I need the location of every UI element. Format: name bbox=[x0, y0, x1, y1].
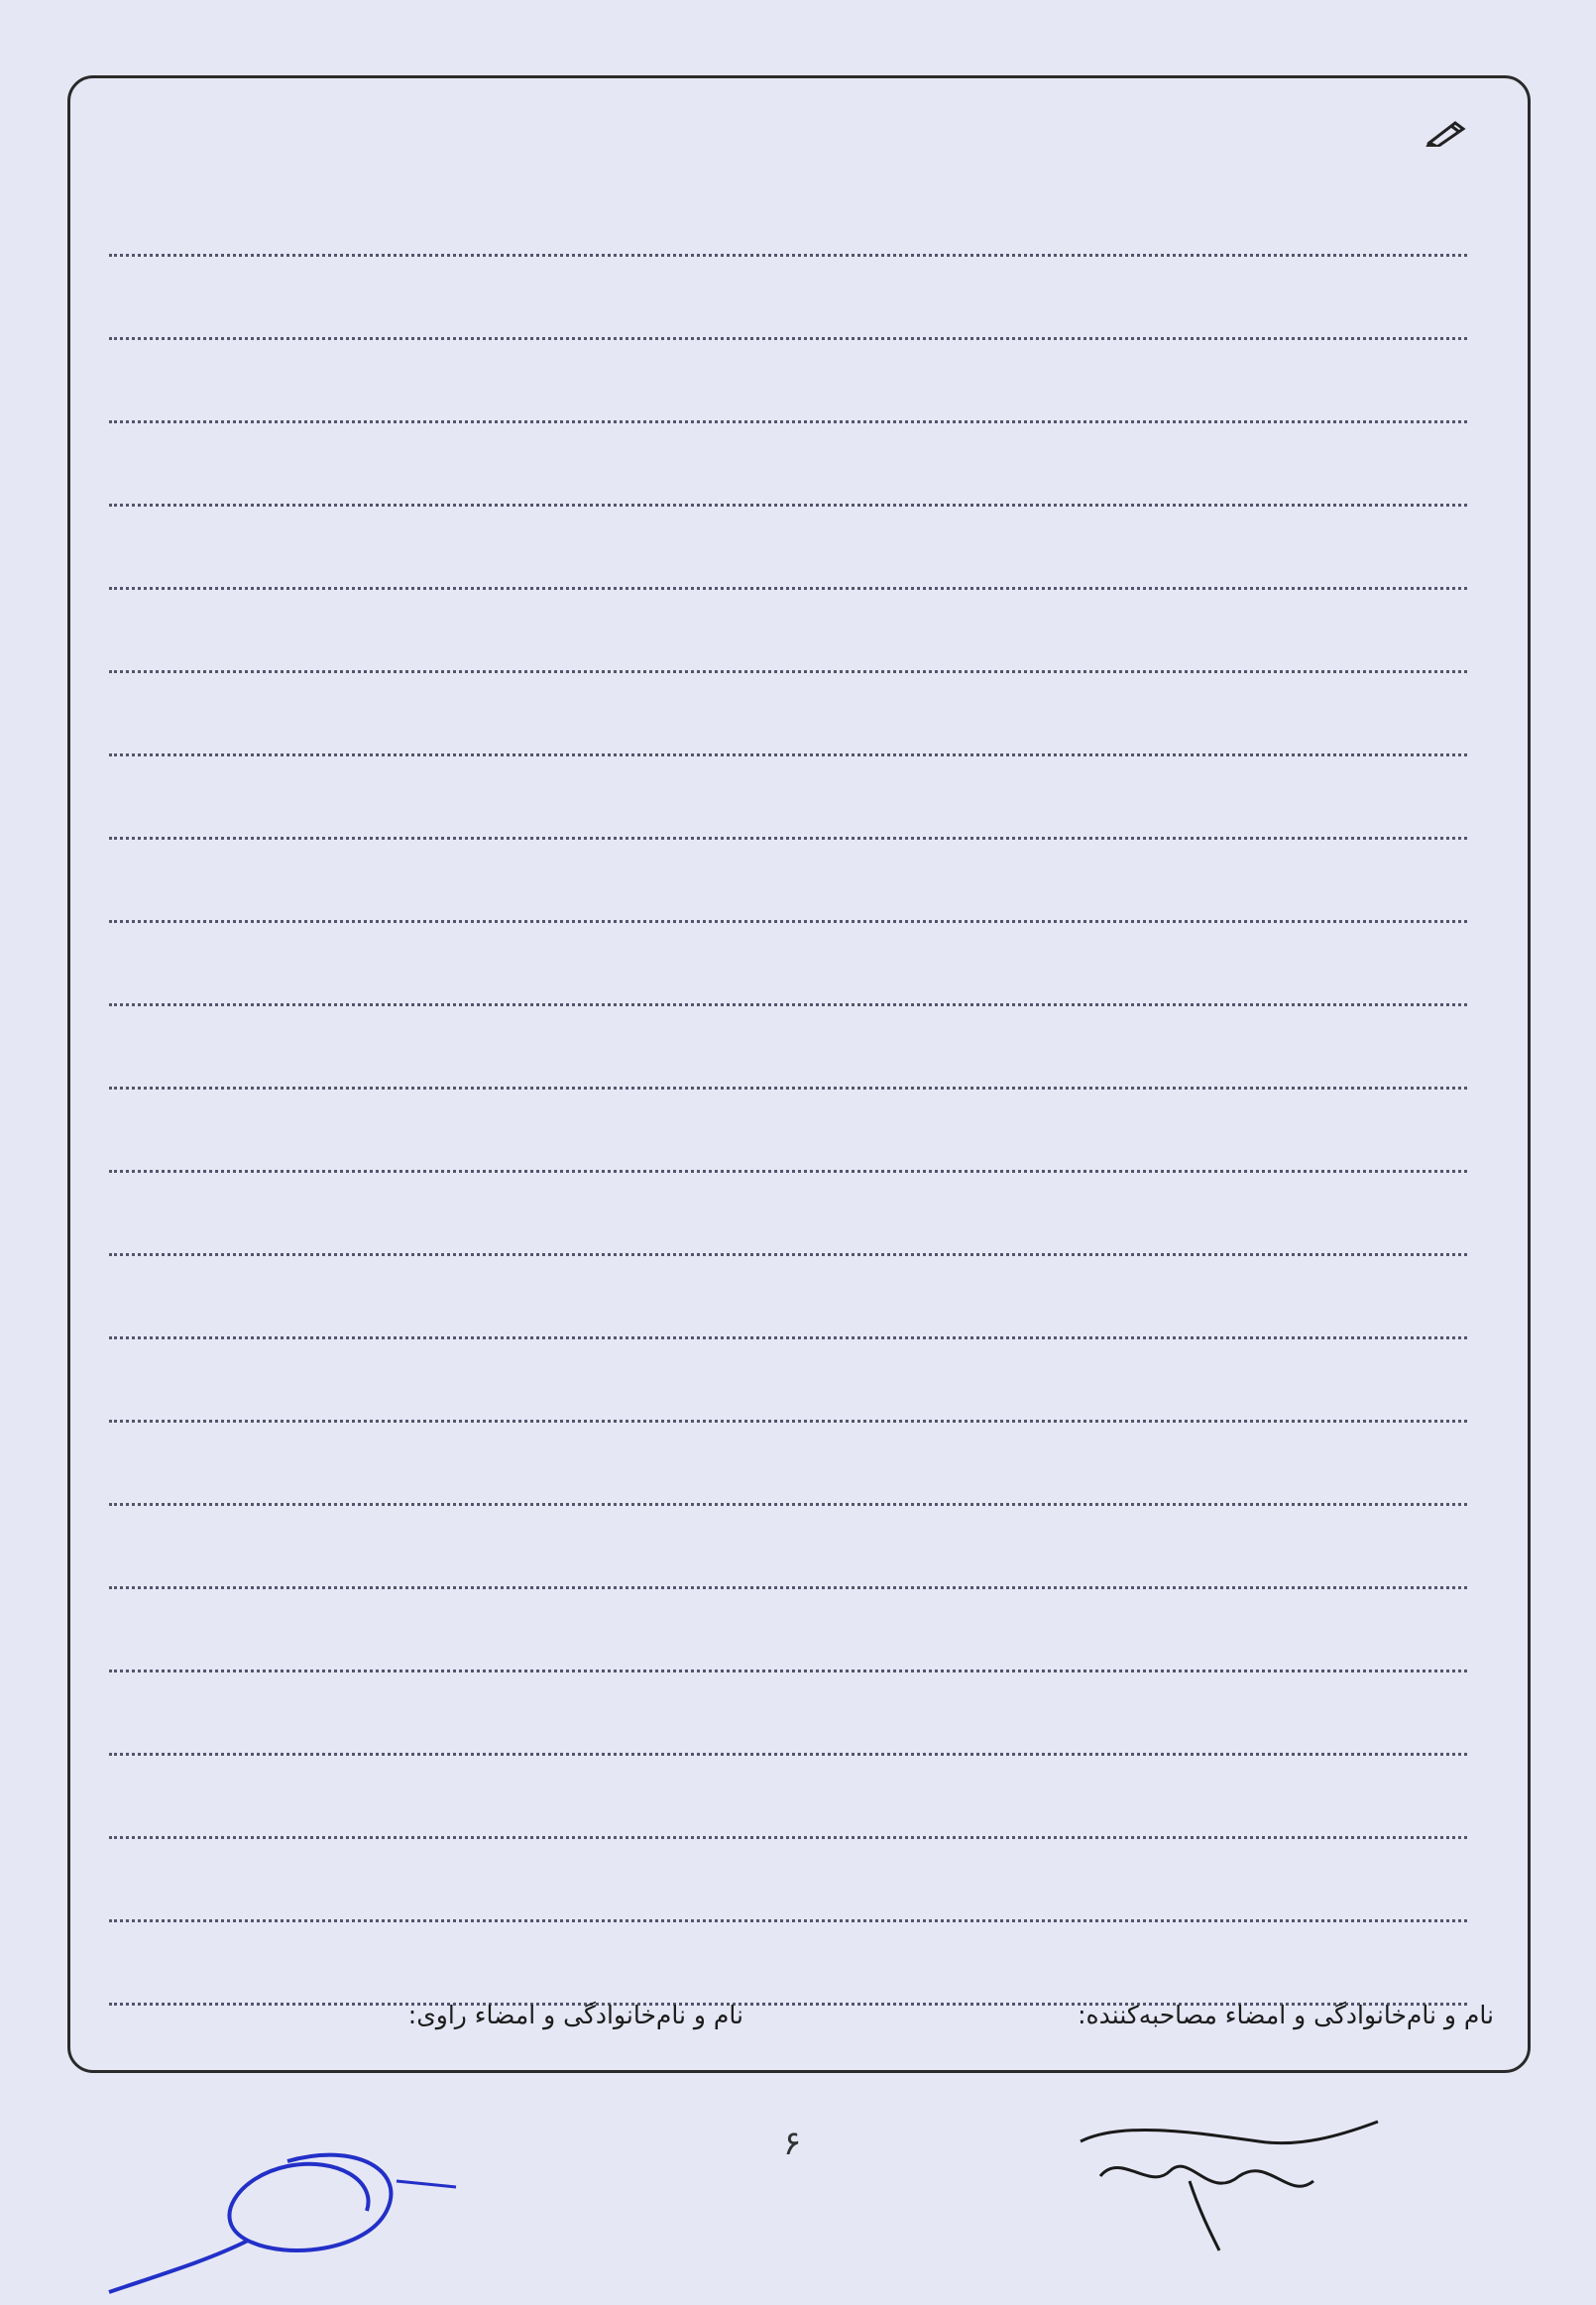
ruled-line bbox=[109, 423, 1467, 507]
ruled-line bbox=[109, 1423, 1467, 1506]
ruled-line bbox=[109, 1173, 1467, 1256]
ruled-line bbox=[109, 673, 1467, 756]
ruled-line bbox=[109, 173, 1467, 257]
ruled-line bbox=[109, 1006, 1467, 1090]
ruled-line bbox=[109, 840, 1467, 923]
ruled-line bbox=[109, 756, 1467, 840]
ruled-line bbox=[109, 340, 1467, 423]
interviewer-signature-label: نام و نام‌خانوادگی و امضاء مصاحبه‌کننده: bbox=[1078, 2001, 1494, 2029]
ruled-line bbox=[109, 1922, 1467, 2006]
ruled-line bbox=[109, 1506, 1467, 1589]
ruled-line bbox=[109, 1339, 1467, 1423]
handwritten-text-area bbox=[109, 173, 1467, 2006]
ruled-line bbox=[109, 590, 1467, 673]
ruled-line bbox=[109, 257, 1467, 340]
ruled-line bbox=[109, 1839, 1467, 1922]
ruled-line bbox=[109, 1090, 1467, 1173]
ruled-line bbox=[109, 507, 1467, 590]
page-number: ۶ bbox=[783, 2124, 802, 2163]
narrator-signature bbox=[99, 2122, 476, 2300]
ruled-line bbox=[109, 1756, 1467, 1839]
ruled-line bbox=[109, 1256, 1467, 1339]
narrator-signature-label: نام و نام‌خانوادگی و امضاء راوی: bbox=[407, 2001, 743, 2029]
interviewer-signature bbox=[1041, 2082, 1418, 2260]
ruled-line bbox=[109, 1672, 1467, 1756]
ruled-line bbox=[109, 1589, 1467, 1672]
pencil-icon bbox=[1425, 117, 1467, 147]
ruled-line bbox=[109, 923, 1467, 1006]
